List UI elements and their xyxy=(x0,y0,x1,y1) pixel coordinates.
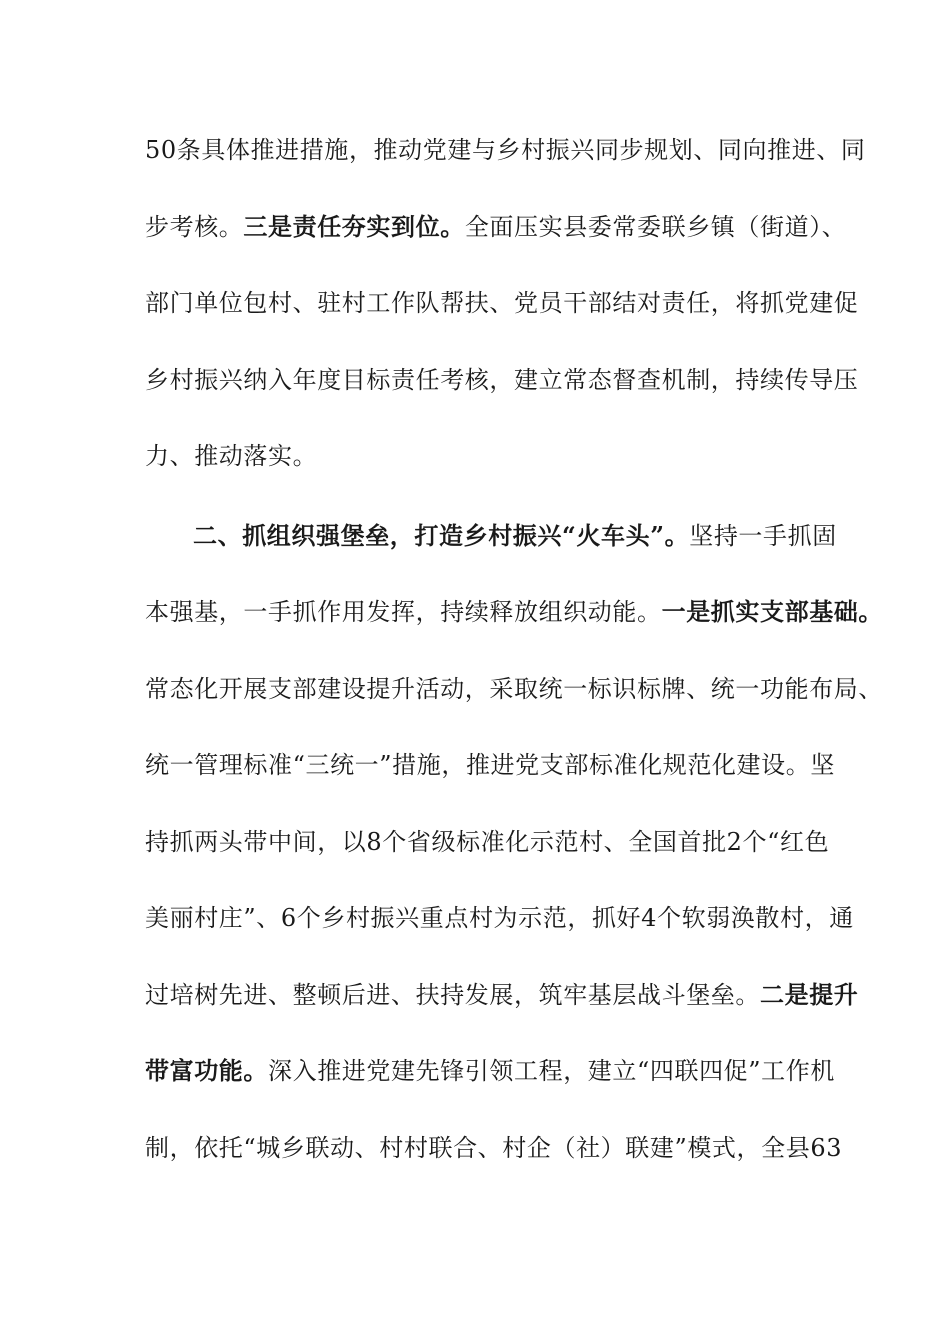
text-segment: 50条具体推进措施，推动党建与乡村振兴同步规划、同向推进、同 xyxy=(145,136,866,164)
text-segment: 制，依托“城乡联动、村村联合、村企（社）联建”模式，全县63 xyxy=(145,1134,843,1162)
text-segment: 常态化开展支部建设提升活动，采取统一标识标牌、统一功能布局、 xyxy=(145,675,883,703)
text-segment: 全面压实县委常委联乡镇（街道）、 xyxy=(464,213,847,241)
section-heading: 二、抓组织强堡垒，打造乡村振兴“火车头”。 xyxy=(193,521,690,550)
text-segment: 坚持一手抓固 xyxy=(689,522,837,550)
text-line-4 xyxy=(145,364,859,396)
text-line-1 xyxy=(145,134,866,166)
text-line-8 xyxy=(145,673,883,705)
text-line-11 xyxy=(145,902,854,934)
text-segment: 持抓两头带中间，以8个省级标准化示范村、全国首批2个“红色 xyxy=(145,828,830,856)
bold-heading-segment: 一是抓实支部基础。 xyxy=(661,597,884,626)
text-line-3 xyxy=(145,287,859,319)
text-segment: 力、推动落实。 xyxy=(145,442,318,470)
text-segment: 本强基，一手抓作用发挥，持续释放组织动能。 xyxy=(145,598,662,626)
text-line-7 xyxy=(145,596,884,628)
text-segment: 深入推进党建先锋引领工程，建立“四联四促”工作机 xyxy=(268,1057,835,1085)
text-line-2 xyxy=(145,211,847,243)
text-segment: 统一管理标准“三统一”措施，推进党支部标准化规范化建设。坚 xyxy=(145,751,835,779)
text-line-12 xyxy=(145,979,859,1011)
bold-heading-segment: 二是提升 xyxy=(760,980,859,1009)
text-line-14 xyxy=(145,1132,843,1164)
text-line-9 xyxy=(145,749,835,781)
text-line-5 xyxy=(145,440,805,472)
text-segment: 乡村振兴纳入年度目标责任考核，建立常态督查机制，持续传导压 xyxy=(145,366,859,394)
bold-heading-segment: 带富功能。 xyxy=(145,1056,268,1085)
text-segment: 部门单位包村、驻村工作队帮扶、党员干部结对责任，将抓党建促 xyxy=(145,289,859,317)
text-line-13 xyxy=(145,1055,835,1087)
text-segment: 步考核。 xyxy=(145,213,244,241)
text-segment: 过培树先进、整顿后进、扶持发展，筑牢基层战斗堡垒。 xyxy=(145,981,760,1009)
bold-heading-segment: 三是责任夯实到位。 xyxy=(243,212,465,241)
section-heading-line xyxy=(193,520,837,552)
text-line-10 xyxy=(145,826,830,858)
text-segment: 美丽村庄”、6个乡村振兴重点村为示范，抓好4个软弱涣散村，通 xyxy=(145,904,854,932)
